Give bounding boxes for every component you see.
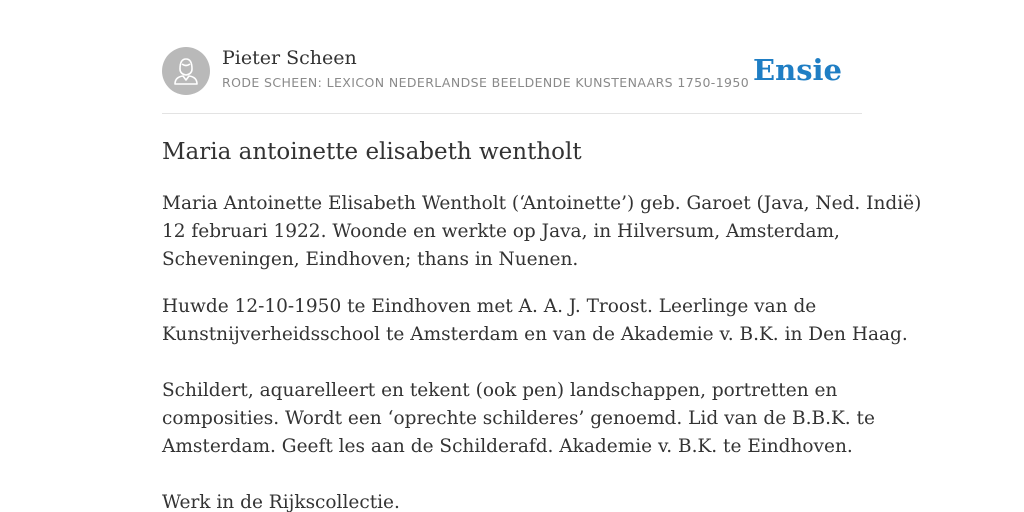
paragraph-2	[162, 293, 908, 512]
article-header	[162, 46, 862, 96]
user-icon	[162, 47, 210, 95]
source-title[interactable]: RODE SCHEEN: LEXICON NEDERLANDSE BEELDENDE KUNSTENAARS 1750-1950	[222, 75, 750, 90]
paragraph-1	[162, 190, 922, 274]
text-line: Werk in de Rijkscollectie.	[162, 492, 400, 512]
text-line: composities. Wordt een ‘oprechte schilderes’ genoemd. Lid van de B.B.K. te	[162, 408, 875, 429]
author-name[interactable]: Pieter Scheen	[222, 47, 357, 69]
header-divider	[162, 113, 862, 114]
text-line: Amsterdam. Geeft les aan de Schilderafd. Akademie v. B.K. te Eindhoven.	[162, 436, 853, 457]
article-title: Maria antoinette elisabeth wentholt	[162, 139, 582, 165]
line-break	[162, 349, 864, 377]
text-line: Huwde 12-10-1950 te Eindhoven met A. A. J. Troost. Leerlinge van de	[162, 296, 817, 317]
ensie-logo[interactable]: Ensie	[753, 53, 842, 87]
article-body	[162, 190, 922, 512]
text-line: Scheveningen, Eindhoven; thans in Nuenen.	[162, 249, 579, 270]
text-line: Kunstnijverheidsschool te Amsterdam en van de Akademie v. B.K. in Den Haag.	[162, 324, 908, 345]
avatar[interactable]	[162, 47, 210, 95]
line-break	[162, 461, 864, 489]
text-line: Maria Antoinette Elisabeth Wentholt (‘Antoinette’) geb. Garoet (Java, Ned. Indië)	[162, 193, 922, 214]
text-line: Schildert, aquarelleert en tekent (ook pen) landschappen, portretten en	[162, 380, 838, 401]
text-line: 12 februari 1922. Woonde en werkte op Java, in Hilversum, Amsterdam,	[162, 221, 840, 242]
